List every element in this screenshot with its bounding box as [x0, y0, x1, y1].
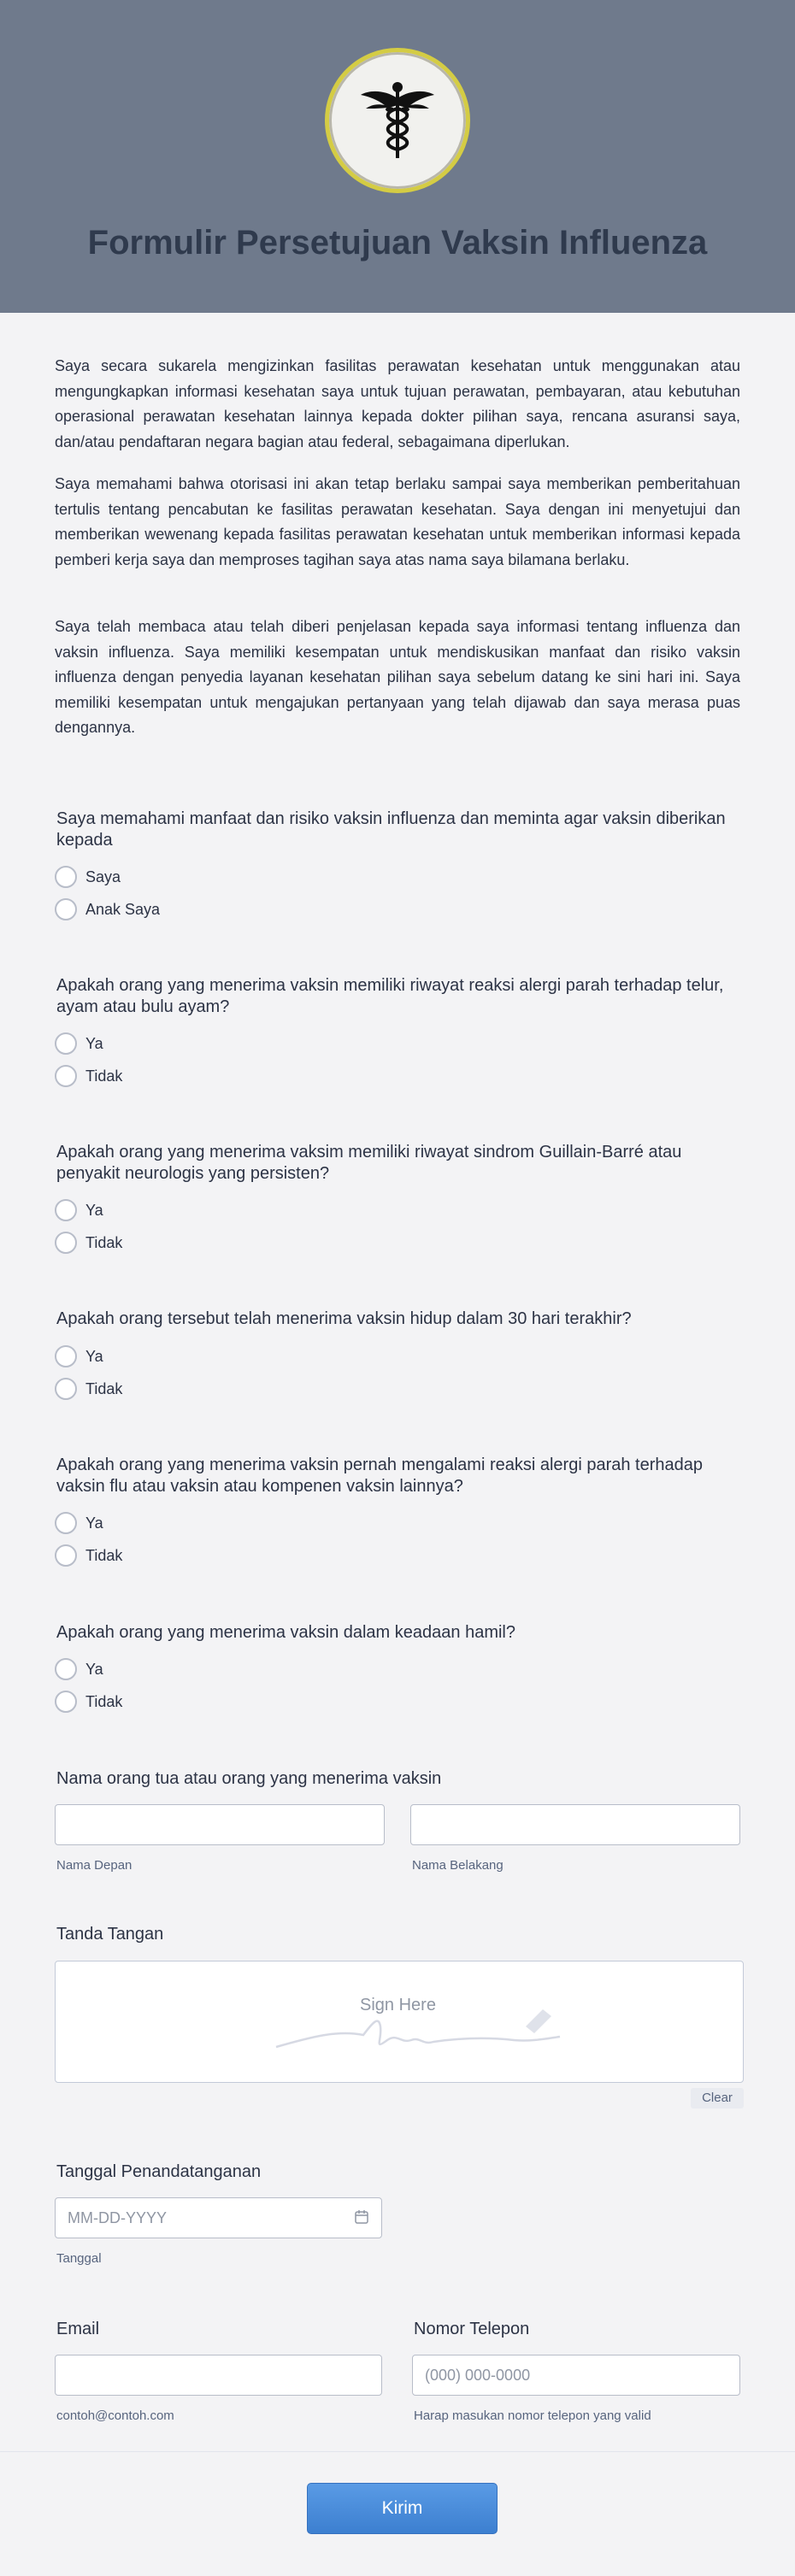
option-label: Tidak — [85, 1692, 123, 1710]
q2-option-ya[interactable] — [55, 1032, 103, 1056]
question-1-label: Saya memahami manfaat dan risiko vaksin influenza dan meminta agar vaksin diberikan kepada — [56, 809, 726, 850]
intro-paragraph-2: Saya memahami bahwa otorisasi ini akan tetap berlaku sampai saya memberikan pemberitahuan tertulis tentang pencabutan ke fasilitas perawatan kesehatan. Saya dengan ini menyetujui dan memberikan wewenang kepada fasilitas perawatan kesehatan untuk memberikan informasi kepada pemberi kerja saya dan memproses tagihan saya atas nama saya bilamana berlaku. — [55, 475, 740, 568]
q1-option-anak-saya[interactable] — [55, 897, 160, 921]
radio-button[interactable] — [55, 1691, 77, 1713]
q3-option-ya[interactable] — [55, 1198, 103, 1222]
question-4-label: Apakah orang tersebut telah menerima vaksin hidup dalam 30 hari terakhir? — [56, 1309, 632, 1328]
radio-button[interactable] — [55, 898, 77, 920]
option-label: Anak Saya — [85, 900, 161, 918]
clear-signature-button[interactable]: Clear — [691, 2088, 744, 2108]
q3-option-tidak[interactable] — [55, 1231, 122, 1255]
radio-button[interactable] — [55, 1512, 77, 1534]
q6-option-ya[interactable] — [55, 1657, 103, 1681]
option-label: Ya — [85, 1034, 103, 1052]
radio-button[interactable] — [55, 1032, 77, 1055]
signature-scribble-icon — [56, 1961, 745, 2084]
radio-button[interactable] — [55, 1232, 77, 1254]
q4-option-ya[interactable] — [55, 1344, 103, 1368]
option-label: Tidak — [85, 1067, 123, 1085]
q4-option-tidak[interactable] — [55, 1377, 122, 1401]
signature-label: Tanda Tangan — [56, 1925, 164, 1944]
phone-input[interactable] — [412, 2355, 740, 2396]
caduceus-icon — [359, 79, 436, 162]
option-label: Tidak — [85, 1233, 123, 1251]
date-label: Tanggal Penandatanganan — [56, 2162, 262, 2181]
q2-option-tidak[interactable] — [55, 1064, 122, 1088]
first-name-input[interactable] — [55, 1804, 385, 1845]
calendar-icon[interactable] — [354, 2209, 369, 2225]
radio-button[interactable] — [55, 1378, 77, 1400]
submit-button[interactable]: Kirim — [307, 2483, 498, 2534]
radio-button[interactable] — [55, 1199, 77, 1221]
divider — [0, 2451, 795, 2452]
form-header — [0, 0, 795, 313]
option-label: Tidak — [85, 1379, 123, 1397]
option-label: Saya — [85, 867, 121, 885]
page-title: Formulir Persetujuan Vaksin Influenza — [87, 224, 708, 262]
radio-button[interactable] — [55, 1065, 77, 1087]
question-3-label: Apakah orang yang menerima vaksim memiliki riwayat sindrom Guillain-Barré atau penyakit neurologis yang persisten? — [56, 1143, 682, 1183]
radio-button[interactable] — [55, 1658, 77, 1680]
q5-option-ya[interactable] — [55, 1511, 103, 1535]
option-label: Tidak — [85, 1546, 123, 1564]
phone-label: Nomor Telepon — [414, 2320, 530, 2338]
email-sublabel: contoh@contoh.com — [56, 2408, 174, 2423]
signature-placeholder: Sign Here — [360, 1996, 436, 2014]
question-2-label: Apakah orang yang menerima vaksin memiliki riwayat reaksi alergi parah terhadap telur, ayam atau bulu ayam? — [56, 976, 724, 1016]
last-name-sublabel: Nama Belakang — [412, 1858, 504, 1873]
radio-button[interactable] — [55, 866, 77, 888]
radio-button[interactable] — [55, 1544, 77, 1567]
name-label: Nama orang tua atau orang yang menerima vaksin — [56, 1769, 442, 1788]
q1-option-saya[interactable] — [55, 865, 121, 889]
radio-button[interactable] — [55, 1345, 77, 1367]
option-label: Ya — [85, 1201, 103, 1219]
phone-sublabel: Harap masukan nomor telepon yang valid — [414, 2408, 651, 2423]
question-6-label: Apakah orang yang menerima vaksin dalam keadaan hamil? — [56, 1623, 515, 1642]
option-label: Ya — [85, 1660, 103, 1678]
option-label: Ya — [85, 1514, 103, 1532]
question-5-label: Apakah orang yang menerima vaksin pernah mengalami reaksi alergi parah terhadap vaksin flu atau vaksin atau kompenen vaksin lainnya? — [56, 1456, 703, 1496]
option-label: Ya — [85, 1347, 103, 1365]
q5-option-tidak[interactable] — [55, 1544, 122, 1567]
date-sublabel: Tanggal — [56, 2251, 102, 2266]
q6-option-tidak[interactable] — [55, 1690, 122, 1714]
intro-paragraph-1: Saya secara sukarela mengizinkan fasilitas perawatan kesehatan untuk menggunakan atau mengungkapkan informasi kesehatan saya untuk tujuan perawatan, pembayaran, atau kebutuhan operasional perawatan kesehatan lainnya kepada dokter pilihan saya, rencana asuransi saya, dan/atau pendaftaran negara bagian atau federal, sebagaimana diperlukan. — [55, 357, 740, 450]
logo — [325, 48, 470, 193]
email-label: Email — [56, 2320, 100, 2338]
email-input[interactable] — [55, 2355, 382, 2396]
date-input[interactable] — [55, 2197, 382, 2238]
intro-paragraph-3: Saya telah membaca atau telah diberi penjelasan kepada saya informasi tentang influenza dan vaksin influenza. Saya memiliki kesempatan untuk mendiskusikan manfaat dan risiko vaksin influenza dengan penyedia layanan kesehatan pilihan saya sebelum datang ke sini hari ini. Saya memiliki kesempatan untuk mengajukan pertanyaan yang telah dijawab dan saya merasa puas dengannya. — [55, 618, 740, 736]
signature-pad[interactable] — [55, 1961, 744, 2083]
first-name-sublabel: Nama Depan — [56, 1858, 132, 1873]
last-name-input[interactable] — [410, 1804, 740, 1845]
